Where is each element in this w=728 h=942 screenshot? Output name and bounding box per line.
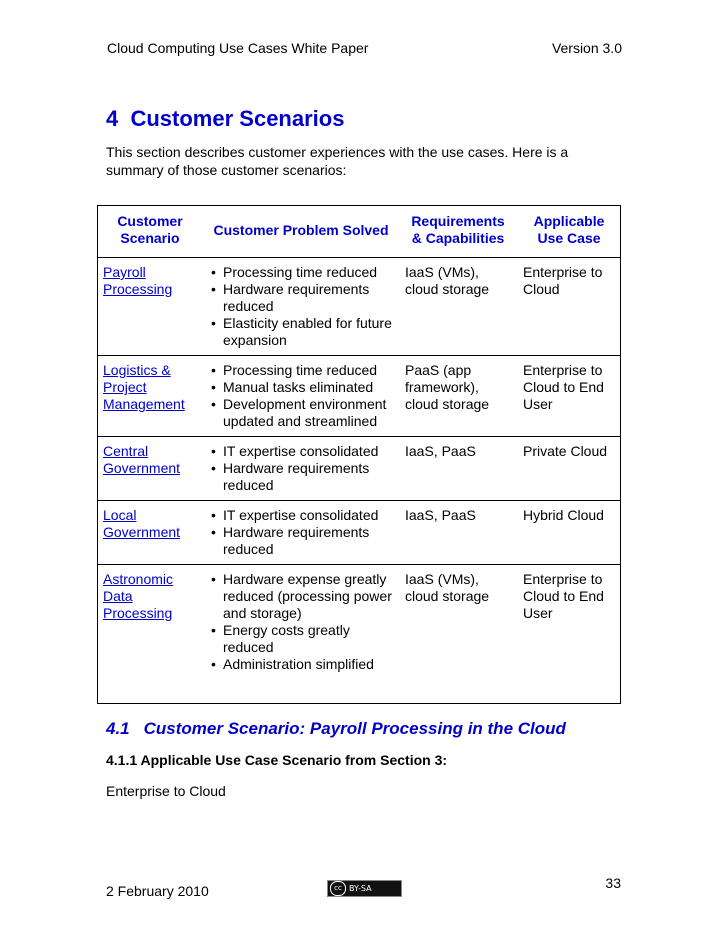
column-header-use-case: Applicable Use Case [517, 205, 621, 258]
subsection-title: Customer Scenario: Payroll Processing in the Cloud [143, 719, 566, 738]
table-row [97, 565, 621, 680]
requirements-cell: IaaS, PaaS [399, 437, 517, 501]
requirements-cell: IaaS (VMs), cloud storage [405, 571, 490, 604]
scenario-link-logistics[interactable]: Logistics & Project Management [103, 362, 185, 412]
list-item: • Development environment updated and streamlined [223, 396, 393, 430]
problem-list [209, 264, 393, 349]
cc-license-badge [327, 880, 402, 897]
subsubsection-body: Enterprise to Cloud [106, 783, 226, 799]
use-case-cell: Enterprise to Cloud [517, 258, 621, 356]
list-item: • Processing time reduced [223, 362, 393, 379]
column-header-scenario: Customer Scenario [97, 205, 203, 258]
list-item: • Energy costs greatly reduced [223, 622, 393, 656]
list-item: • Hardware expense greatly reduced (processing power and storage) [223, 571, 393, 622]
running-header-title: Cloud Computing Use Cases White Paper [107, 40, 369, 56]
problem-list [209, 571, 393, 673]
column-header-problem: Customer Problem Solved [203, 205, 399, 258]
list-item: • Hardware requirements reduced [223, 281, 393, 315]
running-header-version: Version 3.0 [551, 40, 622, 56]
table-row [97, 437, 621, 501]
page-number: 33 [605, 875, 621, 891]
use-case-cell: Enterprise to Cloud to End User [517, 356, 621, 437]
list-item: • IT expertise consolidated [223, 507, 393, 524]
list-item: • Hardware requirements reduced [223, 460, 393, 494]
table-header-row [97, 205, 621, 258]
problem-list [209, 507, 393, 558]
table-row [97, 258, 621, 356]
table-row [97, 501, 621, 565]
customer-scenarios-table [97, 205, 621, 679]
table-row [97, 356, 621, 437]
section-title: Customer Scenarios [130, 106, 345, 131]
cc-logo-icon: cc [330, 881, 346, 896]
subsubsection-heading: 4.1.1 Applicable Use Case Scenario from Section 3: [106, 752, 448, 768]
list-item: • Processing time reduced [223, 264, 393, 281]
license-label: BY-SA [349, 884, 372, 893]
use-case-cell: Private Cloud [517, 437, 621, 501]
scenario-link-local-government[interactable]: Local Government [103, 507, 181, 540]
scenario-link-central-government[interactable]: Central Government [103, 443, 181, 476]
footer-date: 2 February 2010 [106, 883, 209, 899]
list-item: • Administration simplified [223, 656, 393, 673]
use-case-cell: Hybrid Cloud [517, 501, 621, 565]
problem-list [209, 443, 393, 494]
section-number: 4 [106, 106, 119, 131]
problem-list [209, 362, 393, 430]
requirements-cell: IaaS, PaaS [399, 501, 517, 565]
requirements-cell: PaaS (app framework), cloud storage [399, 356, 517, 437]
list-item: • Hardware requirements reduced [223, 524, 393, 558]
scenario-link-astronomic[interactable]: Astronomic Data Processing [103, 571, 174, 621]
list-item: • IT expertise consolidated [223, 443, 393, 460]
requirements-cell: IaaS (VMs), cloud storage [399, 258, 517, 356]
scenario-link-payroll[interactable]: Payroll Processing [103, 264, 173, 297]
subsection-heading [106, 719, 566, 739]
subsection-number: 4.1 [106, 719, 130, 738]
section-heading [106, 106, 344, 132]
section-intro: This section describes customer experiences with the use cases. Here is a summary of those customer scenarios: [106, 144, 569, 178]
use-case-cell: Enterprise to Cloud to End User [523, 571, 604, 621]
list-item: • Elasticity enabled for future expansion [223, 315, 393, 349]
list-item: • Manual tasks eliminated [223, 379, 393, 396]
column-header-requirements: Requirements & Capabilities [399, 205, 517, 258]
